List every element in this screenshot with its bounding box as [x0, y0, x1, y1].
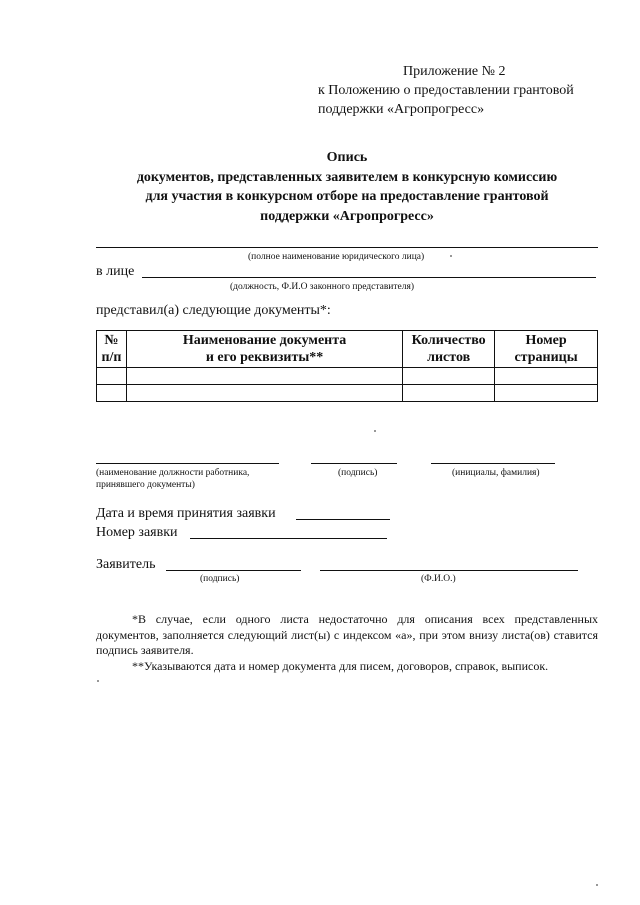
table-cell[interactable] — [403, 385, 495, 402]
application-date-field[interactable] — [296, 519, 390, 520]
table-cell[interactable] — [126, 385, 402, 402]
applicant-label: Заявитель — [96, 557, 156, 572]
applicant-signature-field[interactable] — [166, 570, 301, 571]
title-line-2: документов, представленных заявителем в конкурсную комиссию — [136, 169, 558, 185]
header-number — [97, 331, 127, 368]
documents-intro: представил(а) следующие документы*: — [96, 303, 331, 318]
scan-speck — [596, 884, 598, 886]
table-cell[interactable] — [97, 368, 127, 385]
header-number-line-2: п/п — [101, 350, 122, 365]
application-number-label: Номер заявки — [96, 525, 178, 540]
header-sheet-count-line-1: Количество — [411, 333, 486, 348]
header-page-number-line-2: страницы — [514, 350, 578, 365]
header-document-name-line-1: Наименование документа — [182, 333, 347, 348]
legal-entity-caption: (полное наименование юридического лица) — [248, 252, 425, 262]
title-line-4: поддержки «Агропрогресс» — [260, 208, 434, 224]
receiver-signature-caption: (подпись) — [338, 468, 378, 478]
appendix-program: поддержки «Агропрогресс» — [318, 102, 485, 117]
appendix-number: Приложение № 2 — [403, 64, 506, 79]
table-cell[interactable] — [495, 368, 598, 385]
receiver-position-caption-2: принявшего документы) — [96, 480, 195, 490]
table-cell[interactable] — [126, 368, 402, 385]
footnote-1: *В случае, если одного листа недостаточно для описания всех представленных документов, заполняется следующий лист(ы) с индексом «а», при этом внизу листа(ов) ставится подпись заявителя. — [96, 612, 598, 657]
representative-label: в лице — [96, 264, 135, 279]
application-number-field[interactable] — [190, 538, 387, 539]
table-cell[interactable] — [403, 368, 495, 385]
header-number-line-1: № — [104, 333, 119, 348]
receiver-name-field[interactable] — [431, 463, 555, 464]
table-header-row — [97, 331, 598, 368]
table-cell[interactable] — [495, 385, 598, 402]
scan-speck — [450, 255, 452, 257]
footnote-2: **Указываются дата и номер документа для писем, договоров, справок, выписок. — [132, 658, 549, 673]
table-cell[interactable] — [97, 385, 127, 402]
scan-speck — [97, 680, 99, 682]
documents-table — [96, 330, 598, 402]
receiver-signature-field[interactable] — [311, 463, 397, 464]
header-page-number — [495, 331, 598, 368]
application-date-label: Дата и время принятия заявки — [96, 506, 276, 521]
applicant-name-caption: (Ф.И.О.) — [421, 574, 456, 584]
appendix-header — [318, 62, 608, 119]
table-row — [97, 368, 598, 385]
applicant-name-field[interactable] — [320, 570, 578, 571]
legal-entity-field[interactable] — [96, 247, 598, 248]
receiver-position-field[interactable] — [96, 463, 279, 464]
header-sheet-count — [403, 331, 495, 368]
representative-field[interactable] — [142, 277, 596, 278]
footnotes — [96, 612, 598, 674]
scan-speck — [374, 430, 376, 432]
document-title — [96, 148, 598, 226]
applicant-signature-caption: (подпись) — [200, 574, 240, 584]
header-document-name-line-2: и его реквизиты** — [205, 350, 324, 365]
header-document-name — [126, 331, 402, 368]
header-sheet-count-line-2: листов — [427, 350, 471, 365]
header-page-number-line-1: Номер — [525, 333, 567, 348]
receiver-name-caption: (инициалы, фамилия) — [452, 468, 540, 478]
title-line-3: для участия в конкурсном отборе на предоставление грантовой — [145, 189, 549, 204]
receiver-position-caption-1: (наименование должности работника, — [96, 468, 250, 478]
representative-caption: (должность, Ф.И.О законного представителя) — [230, 282, 415, 292]
appendix-reference: к Положению о предоставлении грантовой — [318, 83, 574, 98]
title-heading: Опись — [326, 150, 368, 165]
table-row — [97, 385, 598, 402]
